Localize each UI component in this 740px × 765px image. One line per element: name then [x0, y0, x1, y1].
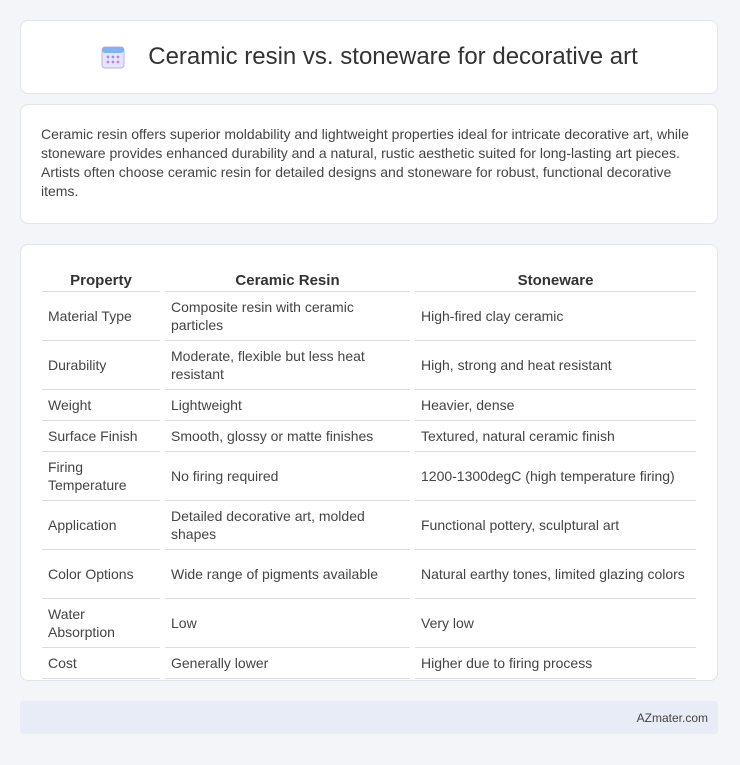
stoneware-cell: Textured, natural ceramic finish [415, 421, 696, 452]
property-cell: Durability [42, 341, 160, 390]
property-cell: Firing Temperature [42, 452, 160, 501]
ceramic-resin-cell: Moderate, flexible but less heat resistant [165, 341, 410, 390]
table-row [42, 501, 696, 550]
footer-brand[interactable]: AZmater.com [636, 710, 708, 725]
ceramic-resin-cell: No firing required [165, 452, 410, 501]
header-property: Property [42, 265, 160, 292]
stoneware-cell: Heavier, dense [415, 390, 696, 421]
property-cell: Surface Finish [42, 421, 160, 452]
stoneware-cell: Functional pottery, sculptural art [415, 501, 696, 550]
property-cell: Water Absorption [42, 599, 160, 648]
property-cell: Material Type [42, 292, 160, 341]
table-row [42, 599, 696, 648]
table-row [42, 341, 696, 390]
table-row [42, 390, 696, 421]
stoneware-cell: Higher due to firing process [415, 648, 696, 679]
stoneware-cell: High-fired clay ceramic [415, 292, 696, 341]
footer-bar [20, 701, 718, 734]
ceramic-resin-cell: Detailed decorative art, molded shapes [165, 501, 410, 550]
property-cell: Application [42, 501, 160, 550]
stoneware-cell: High, strong and heat resistant [415, 341, 696, 390]
ceramic-resin-cell: Wide range of pigments available [165, 550, 410, 599]
table-header-row [42, 265, 696, 292]
table-row [42, 292, 696, 341]
title-card [20, 20, 718, 94]
ceramic-resin-cell: Composite resin with ceramic particles [165, 292, 410, 341]
property-cell: Cost [42, 648, 160, 679]
table-row [42, 452, 696, 501]
calendar-icon [100, 44, 126, 70]
page-title: Ceramic resin vs. stoneware for decorative art [148, 43, 638, 70]
table-row [42, 421, 696, 452]
intro-card [20, 104, 718, 224]
property-cell: Weight [42, 390, 160, 421]
stoneware-cell: Natural earthy tones, limited glazing colors [415, 550, 696, 599]
ceramic-resin-cell: Smooth, glossy or matte finishes [165, 421, 410, 452]
stoneware-cell: Very low [415, 599, 696, 648]
header-ceramic-resin: Ceramic Resin [165, 265, 410, 292]
header-stoneware: Stoneware [415, 265, 696, 292]
comparison-table-card [20, 244, 718, 681]
property-cell: Color Options [42, 550, 160, 599]
intro-text: Ceramic resin offers superior moldability and lightweight properties ideal for intricate decorative art, while stoneware provides enhanced durability and a natural, rustic aesthetic suited for long-lasting art pieces. Artists often choose ceramic resin for detailed designs and stoneware for robust, functional decorative items. [41, 126, 689, 199]
ceramic-resin-cell: Low [165, 599, 410, 648]
ceramic-resin-cell: Lightweight [165, 390, 410, 421]
comparison-table [37, 265, 701, 679]
stoneware-cell: 1200-1300degC (high temperature firing) [415, 452, 696, 501]
ceramic-resin-cell: Generally lower [165, 648, 410, 679]
table-row [42, 550, 696, 599]
table-row [42, 648, 696, 679]
